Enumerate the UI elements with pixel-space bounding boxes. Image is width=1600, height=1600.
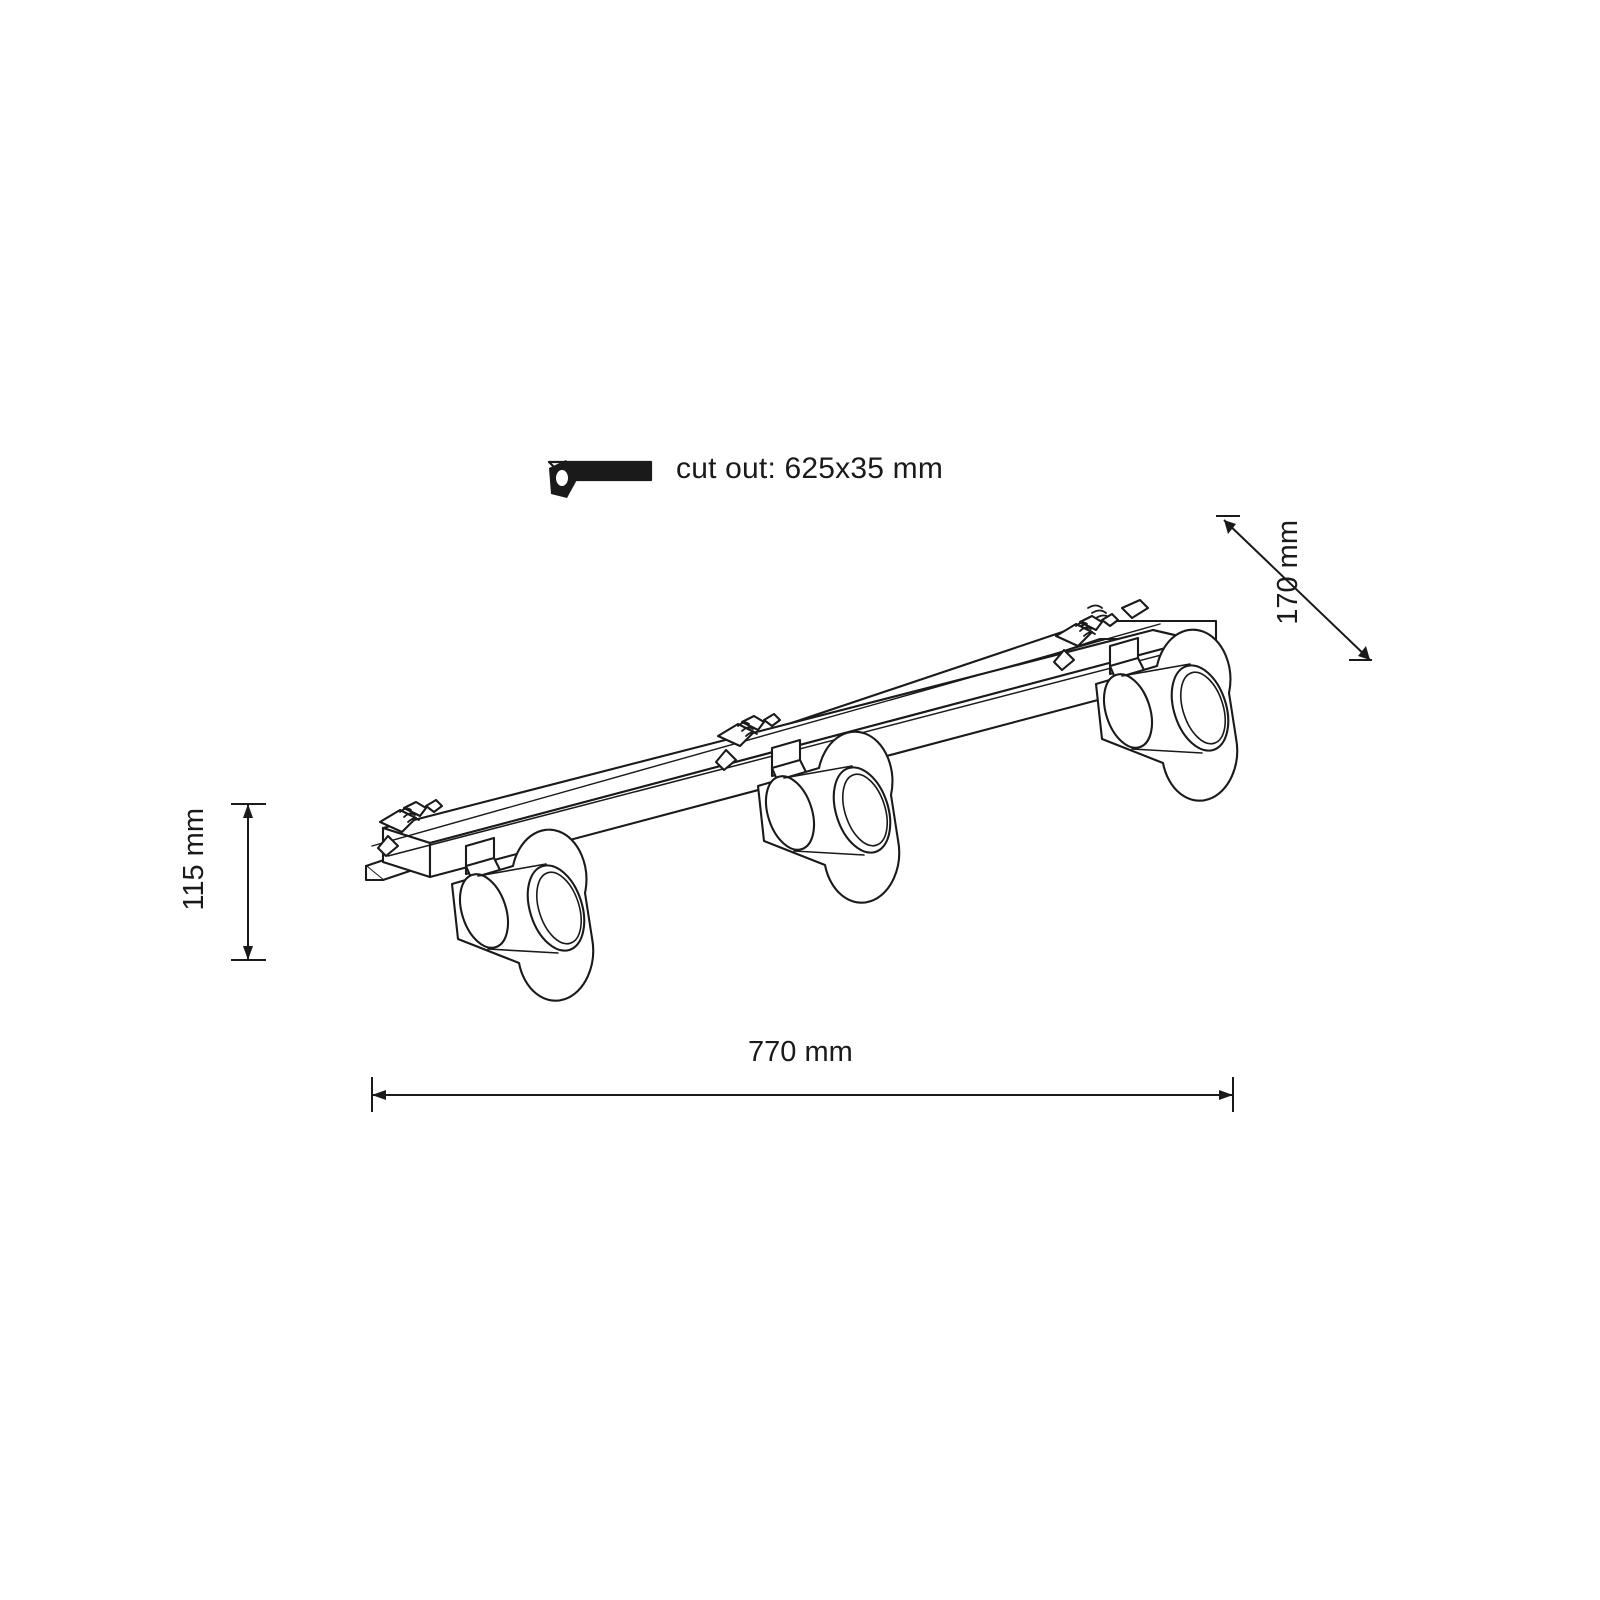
cutout-label: cut out: 625x35 mm bbox=[676, 452, 944, 485]
width-dimension bbox=[372, 1077, 1233, 1112]
product-illustration bbox=[366, 600, 1238, 1001]
spotlight-head-1 bbox=[451, 830, 594, 1001]
saw-icon bbox=[549, 460, 651, 498]
spotlight-head-2 bbox=[757, 732, 900, 903]
height-dimension bbox=[231, 804, 266, 960]
spotlight-head-3 bbox=[1095, 630, 1238, 801]
height-dimension-label: 115 mm bbox=[178, 808, 210, 911]
depth-dimension-label: 170 mm bbox=[1272, 520, 1304, 625]
width-dimension-label: 770 mm bbox=[748, 1036, 853, 1068]
